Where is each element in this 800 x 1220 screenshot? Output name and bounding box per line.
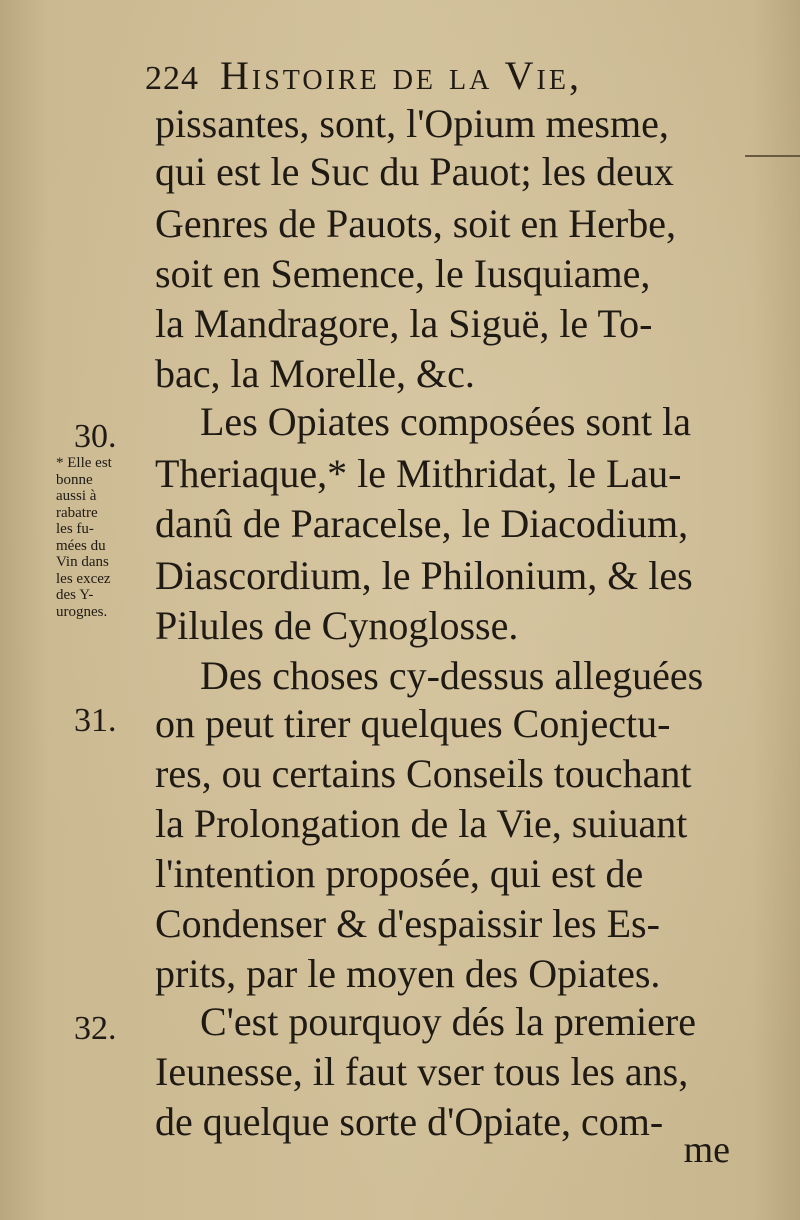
margin-note-line: aussi à	[56, 488, 97, 504]
text-line-3: Genres de Pauots, soit en Herbe,	[155, 201, 676, 246]
text-line-17: Condenser & d'espaissir les Es-	[155, 901, 660, 946]
section-number-32: 32.	[74, 1010, 117, 1047]
text-line-9: danû de Paracelse, le Diacodium,	[155, 501, 689, 546]
text-line-8: Theriaque,* le Mithridat, le Lau-	[155, 451, 682, 496]
margin-note-line: urognes.	[56, 603, 108, 620]
text-line-1: pissantes, sont, l'Opium mesme,	[155, 101, 669, 146]
text-line-19: C'est pourquoy dés la premiere	[200, 999, 696, 1044]
text-line-4: soit en Semence, le Iusquiame,	[155, 251, 651, 296]
margin-note-line: bonne	[56, 471, 93, 488]
page-number: 224	[145, 60, 199, 97]
margin-note-line: rabatre	[56, 504, 98, 521]
margin-note-line: les fu-	[56, 521, 94, 537]
text-line-14: res, ou certains Conseils touchant	[155, 751, 692, 796]
margin-note-line: les excez	[56, 570, 111, 587]
text-line-16: l'intention proposée, qui est de	[155, 851, 644, 896]
section-number-31: 31.	[74, 702, 117, 739]
text-line-10: Diascordium, le Philonium, & les	[155, 553, 693, 598]
text-line-5: la Mandragore, la Siguë, le To-	[155, 301, 653, 346]
text-line-15: la Prolongation de la Vie, suiuant	[155, 801, 688, 846]
text-line-12: Des choses cy-dessus alleguées	[200, 653, 704, 698]
margin-note	[56, 455, 148, 620]
text-line-11: Pilules de Cynoglosse.	[155, 603, 519, 648]
margin-note-line: * Elle est	[56, 455, 112, 471]
text-line-20: Ieunesse, il faut vser tous les ans,	[155, 1049, 689, 1094]
text-line-18: prits, par le moyen des Opiates.	[155, 951, 661, 996]
section-number-30: 30.	[74, 418, 117, 455]
text-line-2: qui est le Suc du Pauot; les deux	[155, 149, 674, 194]
text-line-21: de quelque sorte d'Opiate, com-	[155, 1099, 664, 1144]
margin-note-line: des Y-	[56, 587, 94, 603]
catchword: me	[683, 1129, 730, 1171]
edge-rule	[745, 155, 800, 157]
text-line-13: on peut tirer quelques Conjectu-	[155, 701, 671, 746]
text-line-7: Les Opiates composées sont la	[200, 399, 691, 444]
running-header	[145, 52, 705, 102]
margin-note-line: mées du	[56, 537, 106, 554]
running-title: Histoire de la Vie,	[220, 53, 582, 98]
text-line-6: bac, la Morelle, &c.	[155, 351, 475, 396]
margin-note-line: Vin dans	[56, 554, 109, 570]
